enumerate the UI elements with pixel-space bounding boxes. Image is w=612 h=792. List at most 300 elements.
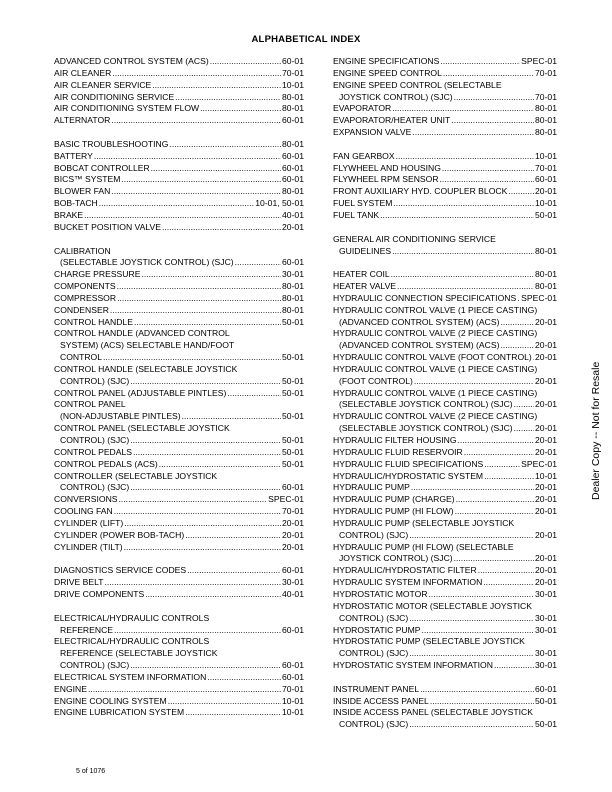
index-entry [333, 471, 557, 483]
index-entry-label: HYDRAULIC CONTROL VALVE (FOOT CONTROL) [333, 352, 532, 363]
index-entry [54, 494, 304, 506]
dot-leader [455, 506, 534, 518]
index-entry-page: 70-01 [282, 683, 304, 694]
index-entry [333, 506, 557, 518]
index-entry [54, 707, 304, 719]
index-entry-line: GENERAL AIR CONDITIONING SERVICE [333, 233, 496, 244]
index-entry-page: 50-01 [282, 458, 304, 469]
dot-leader [456, 494, 534, 506]
dot-leader [185, 707, 281, 719]
dot-leader [411, 482, 534, 494]
index-entry [54, 317, 304, 329]
index-entry-line: HYDROSTATIC MOTOR (SELECTABLE JOYSTICK [333, 600, 532, 611]
index-entry-label: INSIDE ACCESS PANEL [333, 695, 429, 706]
index-entry-page: 30-01 [535, 612, 557, 623]
index-entry-page: 60-01 [282, 150, 304, 161]
index-entry-page: 70-01 [535, 67, 557, 78]
index-entry-line: HYDRAULIC CONTROL VALVE (1 PIECE CASTING) [333, 304, 538, 315]
index-entry-label: CONVERSIONS [54, 494, 118, 505]
index-entry-line: ELECTRICAL/HYDRAULIC CONTROLS [54, 636, 210, 647]
dot-leader [458, 435, 535, 447]
index-entry-page: 80-01 [535, 281, 557, 292]
dot-leader [130, 482, 281, 494]
index-entry-label: CONTROL) (SJC) [339, 529, 409, 540]
index-entry [333, 577, 557, 589]
index-entry-page: 70-01 [535, 162, 557, 173]
index-entry [333, 648, 557, 660]
dot-leader [152, 80, 281, 92]
index-entry [54, 151, 304, 163]
page-title: ALPHABETICAL INDEX [251, 34, 361, 45]
index-entry-page: 20-01 [282, 541, 304, 552]
dot-leader [422, 625, 534, 637]
index-entry-label: BRAKE [54, 209, 84, 220]
index-entry-page: 50-01 [282, 435, 304, 445]
index-entry-page: 30-01 [535, 648, 557, 659]
dot-leader [112, 68, 281, 80]
dot-leader [105, 577, 282, 589]
index-entry-label: CONTROL HANDLE [54, 316, 133, 327]
index-entry-page: 20-01 [535, 482, 557, 493]
dot-leader [110, 305, 281, 317]
dot-leader [494, 660, 534, 672]
index-entry-label: BOB-TACH [54, 198, 98, 209]
dot-leader [514, 423, 534, 435]
dot-leader [443, 68, 534, 80]
index-entry-label: CONDENSER [54, 304, 109, 315]
dot-leader [119, 494, 268, 506]
index-entry-line: REFERENCE (SELECTABLE JOYSTICK [60, 648, 218, 659]
index-entry-page: 80-01 [282, 91, 304, 102]
index-entry-page: 20-01 [535, 435, 557, 445]
index-entry-label: CONTROL) (SJC) [60, 435, 130, 445]
index-entry [333, 399, 557, 411]
index-entry-page: 20-01 [535, 494, 557, 505]
dot-leader [111, 186, 281, 198]
index-entry-page: 50-01 [282, 446, 304, 457]
index-entry [54, 518, 304, 530]
index-entry-page: 50-01 [282, 411, 304, 422]
index-entry-line: HYDRAULIC CONTROL VALVE (2 PIECE CASTING) [333, 411, 538, 422]
index-column-left [54, 56, 304, 719]
dot-leader [409, 648, 534, 660]
dot-leader [392, 246, 534, 258]
index-entry-line: CONTROLLER (SELECTABLE JOYSTICK [54, 470, 218, 481]
dot-leader [159, 459, 281, 471]
index-entry-label: GUIDELINES [339, 245, 392, 256]
index-entry [54, 542, 304, 554]
index-entry [333, 459, 557, 471]
index-entry-label: HYDRAULIC SYSTEM INFORMATION [333, 577, 483, 588]
section-gap [54, 601, 304, 613]
dot-leader [442, 163, 534, 175]
index-entry [54, 435, 304, 447]
index-entry-page: 40-01 [282, 209, 304, 220]
index-entry-label: CHARGE PRESSURE [54, 269, 141, 280]
index-entry [54, 565, 304, 577]
index-entry-label: AIR CONDITIONING SERVICE [54, 91, 175, 102]
index-entry [333, 186, 557, 198]
index-entry-label: ENGINE SPEED CONTROL [333, 67, 442, 78]
index-entry-page: 20-01 [282, 529, 304, 540]
index-entry-label: (SELECTABLE JOYSTICK CONTROL) (SJC) [60, 257, 234, 268]
index-entry [333, 696, 557, 708]
index-entry [54, 222, 304, 234]
index-entry-page: 30-01 [535, 624, 557, 635]
index-entry-label: ENGINE SPECIFICATIONS [333, 56, 440, 66]
index-entry [333, 68, 557, 80]
dot-leader [409, 719, 534, 731]
index-entry-page: 70-01 [282, 506, 304, 517]
index-entry-label: ALTERNATOR [54, 115, 111, 126]
index-entry [333, 317, 557, 329]
index-entry-page: 50-01 [282, 375, 304, 386]
index-entry-page: 80-01 [282, 304, 304, 315]
section-gap [333, 139, 557, 151]
dot-leader [478, 565, 534, 577]
index-entry-label: EVAPORATOR/HEATER UNIT [333, 115, 451, 126]
index-entry [54, 660, 304, 672]
index-entry-label: CONTROL PANEL (ADJUSTABLE PINTLES) [54, 387, 227, 398]
index-entry [333, 684, 557, 696]
index-entry-page: 20-01 [535, 340, 557, 351]
dot-leader [124, 542, 281, 554]
dot-leader [454, 553, 534, 565]
index-entry-label: FLYWHEEL AND HOUSING [333, 162, 441, 173]
index-entry-page: 20-01 [282, 517, 304, 528]
index-entry-line: HYDRAULIC CONTROL VALVE (1 PIECE CASTING) [333, 387, 538, 398]
index-entry-page: 50-01 [282, 352, 304, 363]
index-entry-label: ENGINE COOLING SYSTEM [54, 695, 167, 706]
dot-leader [483, 577, 534, 589]
index-entry [54, 376, 304, 388]
index-entry-page: 20-01 [535, 506, 557, 517]
dot-leader [412, 127, 534, 139]
index-entry [54, 56, 304, 68]
index-entry-page: 50-01 [282, 316, 304, 327]
index-entry [54, 139, 304, 151]
dot-leader [414, 376, 534, 388]
index-entry-label: FUEL TANK [333, 209, 380, 220]
dot-leader [84, 210, 281, 222]
index-entry-page: 80-01 [282, 138, 304, 149]
dot-leader [134, 317, 281, 329]
dot-leader [114, 625, 281, 637]
index-entry [54, 411, 304, 423]
index-entry [333, 174, 557, 186]
dot-leader [124, 518, 281, 530]
section-gap [54, 127, 304, 139]
index-entry-page: 80-01 [282, 186, 304, 197]
index-entry [333, 210, 557, 222]
index-entry [54, 388, 304, 400]
index-entry [54, 352, 304, 364]
index-entry-page: 20-01 [535, 399, 557, 410]
index-entry-page: 20-01 [282, 221, 304, 232]
index-entry-page: 50-01 [535, 209, 557, 220]
dot-leader [114, 506, 281, 518]
dot-leader [484, 471, 534, 483]
index-entry-page: SPEC-01 [521, 56, 557, 66]
index-entry-label: DRIVE BELT [54, 577, 104, 588]
index-entry-line: CONTROL PANEL (SELECTABLE JOYSTICK [54, 423, 230, 434]
index-entry-page: 80-01 [535, 269, 557, 280]
dot-leader [99, 198, 255, 210]
index-entry-label: CYLINDER (POWER BOB-TACH) [54, 529, 185, 540]
index-entry-label: EXPANSION VALVE [333, 127, 412, 138]
index-entry-line: SYSTEM) (ACS) SELECTABLE HAND/FOOT [60, 340, 235, 351]
dot-leader [121, 174, 281, 186]
index-entry [333, 482, 557, 494]
index-entry-page: 10-01 [282, 707, 304, 718]
section-gap [54, 234, 304, 246]
section-gap [333, 672, 557, 684]
index-entry-line: CALIBRATION [54, 245, 111, 256]
dot-leader [207, 672, 281, 684]
index-entry-label: JOYSTICK CONTROL) (SJC) [339, 91, 453, 102]
dot-leader [111, 115, 281, 127]
index-entry-line: CONTROL PANEL [54, 399, 126, 410]
index-entry-page: SPEC-01 [521, 292, 557, 303]
index-entry-page: 60-01 [535, 683, 557, 694]
index-entry [333, 423, 557, 435]
dot-leader [168, 696, 281, 708]
index-entry [54, 174, 304, 186]
dot-leader [227, 388, 281, 400]
dot-leader [117, 293, 281, 305]
index-entry-page: 50-01 [535, 695, 557, 706]
index-entry-label: (FOOT CONTROL) [339, 375, 413, 386]
index-entry-label: HYDRAULIC PUMP [333, 482, 410, 493]
index-entry [54, 459, 304, 471]
index-entry-page: 60-01 [282, 162, 304, 173]
index-entry-page: 10-01 [535, 470, 557, 481]
index-entry [333, 352, 557, 364]
index-entry-page: 80-01 [535, 115, 557, 126]
dot-leader [175, 92, 281, 104]
index-entry-label: BLOWER FAN [54, 186, 111, 197]
dot-leader [130, 660, 281, 672]
index-entry-label: HYDRAULIC FLUID SPECIFICATIONS [333, 458, 484, 469]
index-entry-label: CONTROL PEDALS (ACS) [54, 458, 158, 469]
index-entry-label: FUEL SYSTEM [333, 198, 393, 209]
dot-leader [380, 210, 534, 222]
index-entry-line: ENGINE SPEED CONTROL (SELECTABLE [333, 79, 502, 90]
index-entry-label: (SELECTABLE JOYSTICK CONTROL) (SJC) [339, 399, 513, 410]
dot-leader [514, 399, 534, 411]
index-entry-label: CONTROL) (SJC) [60, 482, 130, 493]
index-entry [333, 151, 557, 163]
index-entry-label: HYDRAULIC PUMP (HI FLOW) [333, 506, 454, 517]
index-entry-page: 10-01 [282, 79, 304, 90]
index-entry-page: 20-01 [535, 553, 557, 564]
index-entry [54, 186, 304, 198]
index-entry [333, 447, 557, 459]
index-entry-page: 80-01 [282, 292, 304, 303]
index-entry-page: 60-01 [282, 660, 304, 671]
index-entry-page: 10-01 [535, 198, 557, 209]
index-entry-page: 70-01 [535, 91, 557, 102]
index-entry [54, 293, 304, 305]
index-entry-page: 20-01 [535, 446, 557, 457]
index-entry [54, 80, 304, 92]
index-entry-line: CONTROL HANDLE (ADVANCED CONTROL [54, 328, 230, 339]
index-entry-page: 30-01 [535, 660, 557, 671]
index-entry [333, 589, 557, 601]
dot-leader [235, 257, 281, 269]
index-entry-label: BATTERY [54, 150, 93, 161]
index-entry [54, 68, 304, 80]
dot-leader [397, 281, 534, 293]
index-entry-label: HYDROSTATIC PUMP [333, 624, 421, 635]
dot-leader [88, 684, 281, 696]
index-entry-label: HYDRAULIC/HYDROSTATIC FILTER [333, 565, 477, 576]
index-entry-label: ENGINE LUBRICATION SYSTEM [54, 707, 185, 718]
index-entry-label: INSTRUMENT PANEL [333, 683, 420, 694]
index-entry-page: 10-01, 50-01 [255, 198, 304, 209]
index-entry-page: 30-01 [535, 588, 557, 599]
index-entry-label: ADVANCED CONTROL SYSTEM (ACS) [54, 56, 209, 66]
index-entry-page: 20-01 [535, 577, 557, 588]
index-entry-label: CONTROL) (SJC) [339, 648, 409, 659]
index-entry-page: 60-01 [535, 174, 557, 185]
dot-leader [464, 447, 534, 459]
index-entry [54, 506, 304, 518]
dot-leader [187, 565, 281, 577]
index-entry-label: JOYSTICK CONTROL) (SJC) [339, 553, 453, 564]
index-entry-page: 20-01 [535, 529, 557, 540]
index-entry-page: 70-01 [282, 67, 304, 78]
dot-leader [133, 447, 281, 459]
watermark-text: Dealer Copy -- Not for Resale [590, 361, 602, 500]
index-entry [54, 281, 304, 293]
index-entry-label: REFERENCE [60, 624, 114, 635]
dot-leader [94, 151, 281, 163]
index-entry-label: COMPONENTS [54, 281, 116, 292]
index-entry [54, 257, 304, 269]
index-entry-page: 80-01 [535, 245, 557, 256]
index-entry [333, 494, 557, 506]
index-entry [54, 447, 304, 459]
index-entry-page: 50-01 [535, 719, 557, 730]
index-entry-label: FAN GEARBOX [333, 150, 395, 161]
index-entry-page: 60-01 [282, 174, 304, 185]
index-entry [54, 625, 304, 637]
index-entry-label: BOBCAT CONTROLLER [54, 162, 150, 173]
index-entry-label: HYDROSTATIC MOTOR [333, 588, 428, 599]
index-entry-line: CONTROL HANDLE (SELECTABLE JOYSTICK [54, 363, 238, 374]
section-gap [333, 257, 557, 269]
index-entry-label: CONTROL PEDALS [54, 446, 132, 457]
index-entry [333, 92, 557, 104]
index-entry-page: 60-01 [282, 257, 304, 268]
index-entry-label: CONTROL) (SJC) [339, 719, 409, 730]
dot-leader [517, 293, 520, 305]
index-entry-page: 10-01 [535, 150, 557, 161]
index-entry [333, 127, 557, 139]
index-entry-page: 30-01 [282, 577, 304, 588]
page-counter: 5 of 1076 [76, 768, 106, 775]
dot-leader [200, 103, 281, 115]
index-entry [333, 198, 557, 210]
index-entry [333, 565, 557, 577]
index-entry-label: CONTROL) (SJC) [60, 375, 130, 386]
index-entry-page: 60-01 [282, 624, 304, 635]
index-entry-label: HYDRAULIC PUMP (CHARGE) [333, 494, 455, 505]
index-entry-label: BUCKET POSITION VALVE [54, 221, 161, 232]
index-entry [333, 340, 557, 352]
index-entry [333, 435, 557, 447]
index-entry-label: HEATER VALVE [333, 281, 397, 292]
section-gap [333, 222, 557, 234]
index-entry-label: CONTROL) (SJC) [339, 612, 409, 623]
index-entry [333, 625, 557, 637]
index-entry-label: ELECTRICAL SYSTEM INFORMATION [54, 671, 207, 682]
index-entry-page: SPEC-01 [521, 458, 557, 469]
index-entry-label: AIR CONDITIONING SYSTEM FLOW [54, 103, 200, 114]
dot-leader [151, 163, 281, 175]
dot-leader [430, 696, 534, 708]
dot-leader [454, 92, 534, 104]
index-entry-page: 60-01 [282, 671, 304, 682]
index-entry-page: 50-01 [282, 387, 304, 398]
index-entry [333, 115, 557, 127]
dot-leader [141, 269, 281, 281]
index-entry-line: HYDRAULIC CONTROL VALVE (1 PIECE CASTING) [333, 363, 538, 374]
index-entry [333, 376, 557, 388]
dot-leader [162, 222, 281, 234]
index-entry-line: HYDRAULIC PUMP (HI FLOW) (SELECTABLE [333, 541, 514, 552]
index-entry-page: 20-01 [535, 352, 557, 363]
index-entry [333, 103, 557, 115]
index-entry-line: HYDROSTATIC PUMP (SELECTABLE JOYSTICK [333, 636, 525, 647]
dot-leader [396, 151, 534, 163]
dot-leader [409, 613, 534, 625]
index-entry-page: 80-01 [282, 103, 304, 114]
index-entry-label: AIR CLEANER [54, 67, 112, 78]
index-entry [333, 246, 557, 258]
index-entry [54, 163, 304, 175]
index-entry-label: HYDRAULIC CONNECTION SPECIFICATIONS [333, 292, 517, 303]
index-entry-label: COMPRESSOR [54, 292, 117, 303]
index-entry [54, 269, 304, 281]
index-entry-page: 20-01 [535, 316, 557, 327]
index-entry-page: SPEC-01 [268, 494, 304, 505]
index-entry [54, 672, 304, 684]
index-entry-page: 20-01 [535, 423, 557, 434]
index-entry-label: DRIVE COMPONENTS [54, 588, 145, 599]
dot-leader [500, 340, 534, 352]
dot-leader [484, 459, 520, 471]
dot-leader [130, 376, 281, 388]
index-entry [54, 696, 304, 708]
dot-leader [210, 56, 281, 68]
index-entry-label: BASIC TROUBLESHOOTING [54, 138, 169, 149]
index-entry-page: 80-01 [282, 281, 304, 292]
index-entry-page: 80-01 [535, 127, 557, 138]
index-entry-label: HEATER COIL [333, 269, 390, 280]
index-entry-label: FLYWHEEL RPM SENSOR [333, 174, 439, 185]
index-entry [54, 530, 304, 542]
dot-leader [500, 317, 534, 329]
dot-leader [533, 352, 534, 364]
index-entry-label: DIAGNOSTICS SERVICE CODES [54, 565, 187, 576]
index-entry-label: COOLING FAN [54, 506, 113, 517]
index-entry [333, 719, 557, 731]
dot-leader [103, 352, 281, 364]
index-entry-page: 40-01 [282, 588, 304, 599]
index-entry-label: HYDRAULIC FLUID RESERVOIR [333, 446, 463, 457]
